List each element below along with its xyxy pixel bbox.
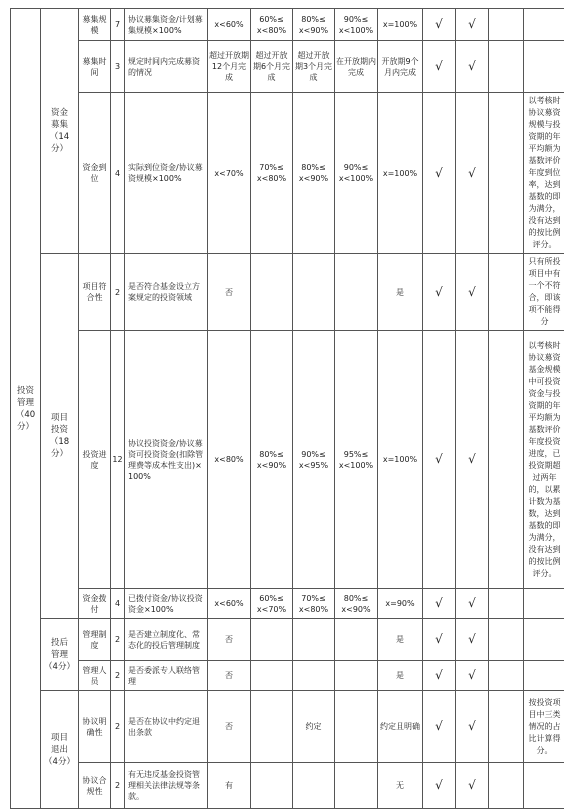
score-cell: 3: [111, 41, 125, 93]
blank-cell: [489, 763, 524, 809]
item-cell: 协议明确性: [79, 691, 111, 763]
level-cell: 否: [208, 619, 251, 661]
item-cell: 管理人员: [79, 661, 111, 691]
level-cell: 约定: [293, 691, 335, 763]
table-row: [11, 254, 564, 331]
level-cell: x=90%: [378, 589, 423, 619]
level-cell: 在开放期内完成: [335, 41, 378, 93]
note-invest-progress: 以考核时协议募资基金规模中可投资资金与投资期的年平均额为基数评价年度投资进度，已投资期超过两年的，以累计数为基数，达到基数的即为满分，没有达到的按比例评分。: [524, 331, 564, 589]
group-label-project-exit: 项目 退出 （4分）: [44, 733, 75, 767]
level-cell: x<70%: [208, 93, 251, 254]
level-cell: x=100%: [378, 9, 423, 41]
check-mark: √: [456, 41, 489, 93]
check-mark: √: [423, 93, 456, 254]
score-cell: 2: [111, 691, 125, 763]
item-cell: 管理制度: [79, 619, 111, 661]
level-cell: 无: [378, 763, 423, 809]
level-cell: 是: [378, 619, 423, 661]
group-label-fund-raising: 资金 募集 （14 分）: [50, 108, 69, 154]
level-cell: [335, 763, 378, 809]
level-cell: 有: [208, 763, 251, 809]
desc-cell: 是否建立制度化、常态化的投后管理制度: [125, 619, 208, 661]
check-mark: √: [456, 9, 489, 41]
table-row: [11, 691, 564, 763]
item-cell: 资金拨付: [79, 589, 111, 619]
group-cell: [41, 9, 79, 254]
note-project-fit: 只有所投项目中有一个不符合，即该项不能得分: [524, 254, 564, 331]
note-exit: 按投资项目中三类情况的占比计算得分。: [524, 691, 564, 763]
level-cell: x<60%: [208, 9, 251, 41]
level-cell: [293, 763, 335, 809]
table-row: [11, 763, 564, 809]
note-cell: [524, 589, 564, 619]
level-cell: 约定且明确: [378, 691, 423, 763]
level-cell: 60%≤ x<70%: [251, 589, 293, 619]
group-cell: [41, 619, 79, 691]
level-cell: x=100%: [378, 331, 423, 589]
desc-cell: 是否在协议中约定退出条款: [125, 691, 208, 763]
score-cell: 4: [111, 589, 125, 619]
item-cell: 募集规模: [79, 9, 111, 41]
blank-cell: [489, 589, 524, 619]
check-mark: √: [423, 661, 456, 691]
level-cell: 是: [378, 254, 423, 331]
level-cell: 90%≤ x<100%: [335, 9, 378, 41]
level-cell: 95%≤ x<100%: [335, 331, 378, 589]
score-cell: 2: [111, 254, 125, 331]
desc-cell: 协议投资资金/协议募资可投资资金(扣除管理费等成本性支出)×100%: [125, 331, 208, 589]
level-cell: 90%≤ x<95%: [293, 331, 335, 589]
level-cell: 否: [208, 661, 251, 691]
check-mark: √: [456, 763, 489, 809]
table-row: [11, 619, 564, 661]
level-cell: [335, 619, 378, 661]
score-cell: 2: [111, 619, 125, 661]
blank-cell: [489, 691, 524, 763]
level-cell: [251, 661, 293, 691]
blank-cell: [489, 41, 524, 93]
note-cell: [524, 763, 564, 809]
item-cell: 投资进度: [79, 331, 111, 589]
desc-cell: 协议募集资金/计划募集规模×100%: [125, 9, 208, 41]
level-cell: 超过开放期12个月完成: [208, 41, 251, 93]
check-mark: √: [456, 254, 489, 331]
level-cell: [335, 691, 378, 763]
level-cell: 90%≤ x<100%: [335, 93, 378, 254]
desc-cell: 是否委派专人联络管理: [125, 661, 208, 691]
level-cell: 超过开放期6个月完成: [251, 41, 293, 93]
level-cell: [251, 763, 293, 809]
category-cell: [11, 9, 41, 809]
check-mark: √: [456, 661, 489, 691]
desc-cell: 有无违反基金投资管理相关法律法规等条款。: [125, 763, 208, 809]
item-cell: 资金到位: [79, 93, 111, 254]
level-cell: 开放期9个月内完成: [378, 41, 423, 93]
level-cell: x=100%: [378, 93, 423, 254]
level-cell: 是: [378, 661, 423, 691]
score-cell: 12: [111, 331, 125, 589]
check-mark: √: [456, 589, 489, 619]
level-cell: 80%≤ x<90%: [251, 331, 293, 589]
group-label-project-invest: 项目 投资 （18 分）: [50, 413, 69, 459]
check-mark: √: [456, 619, 489, 661]
note-cell: [524, 661, 564, 691]
check-mark: √: [423, 763, 456, 809]
item-cell: 募集时间: [79, 41, 111, 93]
note-cell: [524, 619, 564, 661]
check-mark: √: [423, 254, 456, 331]
desc-cell: 是否符合基金设立方案规定的投资领域: [125, 254, 208, 331]
level-cell: 80%≤ x<90%: [335, 589, 378, 619]
level-cell: 否: [208, 254, 251, 331]
level-cell: [251, 254, 293, 331]
level-cell: [251, 619, 293, 661]
level-cell: 否: [208, 691, 251, 763]
check-mark: √: [456, 691, 489, 763]
blank-cell: [489, 619, 524, 661]
level-cell: [335, 661, 378, 691]
check-mark: √: [423, 589, 456, 619]
level-cell: [293, 619, 335, 661]
note-fund-raising: 以考核时协议募资规模与投资期的年平均额为基数评价年度到位率，达到基数的即为满分，没有达到的按比例评分。: [524, 93, 564, 254]
blank-cell: [489, 254, 524, 331]
check-mark: √: [423, 691, 456, 763]
group-label-post-invest: 投后 管理 （4分）: [44, 638, 75, 672]
level-cell: 70%≤ x<80%: [251, 93, 293, 254]
table-row: [11, 661, 564, 691]
item-cell: 协议合规性: [79, 763, 111, 809]
level-cell: x<80%: [208, 331, 251, 589]
blank-cell: [489, 9, 524, 41]
blank-cell: [489, 661, 524, 691]
table-row: [11, 41, 564, 93]
level-cell: [251, 691, 293, 763]
level-cell: 超过开放期3个月完成: [293, 41, 335, 93]
level-cell: x<60%: [208, 589, 251, 619]
level-cell: [293, 254, 335, 331]
note-cell: [524, 41, 564, 93]
table-row: [11, 93, 564, 254]
score-cell: 4: [111, 93, 125, 254]
score-cell: 7: [111, 9, 125, 41]
score-cell: 2: [111, 763, 125, 809]
level-cell: 80%≤ x<90%: [293, 9, 335, 41]
table-row: [11, 9, 564, 41]
blank-cell: [489, 93, 524, 254]
level-cell: 70%≤ x<80%: [293, 589, 335, 619]
level-cell: 60%≤ x<80%: [251, 9, 293, 41]
item-cell: 项目符合性: [79, 254, 111, 331]
desc-cell: 实际到位资金/协议募资规模×100%: [125, 93, 208, 254]
check-mark: √: [423, 9, 456, 41]
desc-cell: 规定时间内完成募资的情况: [125, 41, 208, 93]
check-mark: √: [456, 93, 489, 254]
blank-cell: [489, 331, 524, 589]
evaluation-table: [10, 8, 564, 809]
desc-cell: 已拨付资金/协议投资资金×100%: [125, 589, 208, 619]
table-row: [11, 589, 564, 619]
table-row: [11, 331, 564, 589]
level-cell: 80%≤ x<90%: [293, 93, 335, 254]
category-label: 投资 管理 （40 分）: [16, 386, 35, 432]
group-cell: [41, 691, 79, 809]
level-cell: [293, 661, 335, 691]
group-cell: [41, 254, 79, 619]
note-cell: [524, 9, 564, 41]
check-mark: √: [423, 41, 456, 93]
check-mark: √: [423, 619, 456, 661]
check-mark: √: [423, 331, 456, 589]
level-cell: [335, 254, 378, 331]
check-mark: √: [456, 331, 489, 589]
score-cell: 2: [111, 661, 125, 691]
